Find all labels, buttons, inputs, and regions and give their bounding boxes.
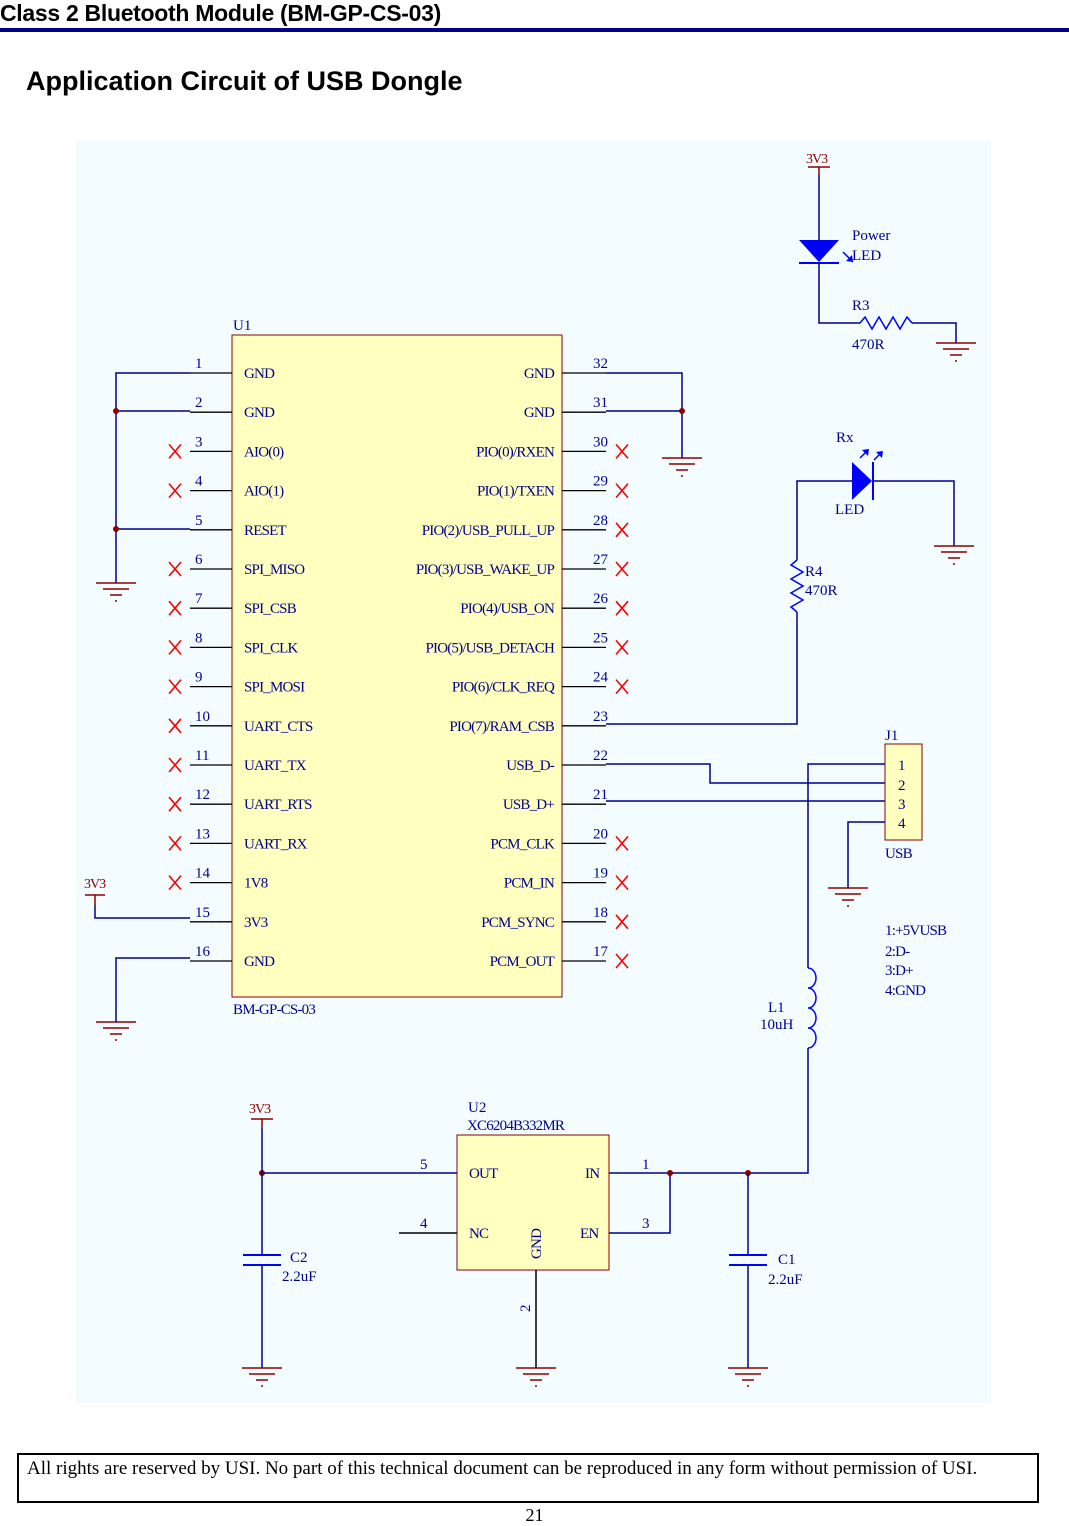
c2-value: 2.2uF	[282, 1269, 317, 1285]
u2-pin-number: 1	[642, 1157, 650, 1173]
u1-ref: U1	[233, 318, 252, 334]
u1-pin-number: 29	[593, 473, 608, 490]
section-title: Application Circuit of USB Dongle	[26, 66, 463, 96]
u1-pin-number: 15	[195, 904, 210, 921]
u1-module	[169, 318, 628, 1018]
u1-pin-number: 23	[593, 708, 608, 725]
u1-pin-number: 12	[195, 787, 210, 804]
u1-pin-number: 31	[593, 395, 608, 412]
junction-dot	[679, 408, 685, 414]
r3-ref: R3	[852, 298, 870, 314]
u1-pin-number: 20	[593, 826, 608, 843]
u2-pin-name: EN	[580, 1226, 599, 1242]
u2-pin-number: 4	[420, 1216, 428, 1232]
j1-pin-number: 3	[898, 797, 906, 813]
r3-value: 470R	[852, 337, 885, 353]
u1-pin-number: 1	[195, 356, 203, 372]
power-3v3-label: 3V3	[249, 1102, 271, 1117]
u1-pin-number: 18	[593, 904, 608, 921]
page-number: 21	[525, 1505, 544, 1525]
power-3v3-label: 3V3	[84, 877, 106, 892]
u1-pin-name: SPI_MISO	[244, 562, 305, 578]
u1-pin-number: 19	[593, 865, 608, 882]
junction-dot	[113, 408, 119, 414]
u1-pin-name: UART_CTS	[244, 718, 313, 735]
u1-pin-name: GND	[244, 405, 275, 422]
copyright-notice: All rights are reserved by USI. No part of this technical document can be reproduced in any form without permission of USI.	[17, 1453, 1039, 1503]
u2-part: XC6204B332MR	[467, 1118, 565, 1134]
u1-pin-name: RESET	[244, 522, 286, 539]
u1-pin-name: AIO(0)	[244, 444, 284, 461]
u1-pin-number: 13	[195, 826, 210, 843]
u2-pin-name: GND	[529, 1228, 545, 1259]
power-led-label: Power	[852, 228, 891, 244]
u1-pin-number: 17	[593, 944, 608, 960]
j1-pin-number: 2	[898, 778, 906, 794]
c1-ref: C1	[778, 1252, 796, 1268]
u2-pin-name: IN	[585, 1166, 600, 1182]
u1-pin-number: 5	[195, 512, 203, 529]
u1-pin-number: 7	[195, 591, 203, 608]
u1-pin-name: USB_D-	[506, 758, 554, 774]
u2-pin-name: NC	[469, 1226, 489, 1242]
u1-pin-number: 21	[593, 787, 608, 804]
power-3v3-label: 3V3	[806, 152, 828, 167]
c2-ref: C2	[290, 1250, 308, 1266]
u1-pin-number: 10	[195, 708, 210, 725]
j1-ref: J1	[885, 728, 899, 744]
u1-pin-name: PIO(5)/USB_DETACH	[425, 640, 554, 657]
rx-led-ref: Rx	[836, 430, 854, 446]
u1-pin-name: 1V8	[244, 875, 268, 892]
u1-pin-name: PIO(4)/USB_ON	[460, 601, 554, 618]
u1-pin-number: 6	[195, 552, 203, 568]
u1-pin-name: PIO(0)/RXEN	[476, 444, 554, 461]
u1-pin-name: SPI_CLK	[244, 640, 298, 657]
u1-pin-name: GND	[523, 366, 554, 382]
j1-pin-number: 4	[898, 816, 906, 832]
document-title: Class 2 Bluetooth Module (BM-GP-CS-03)	[0, 0, 441, 26]
u1-pin-number: 16	[195, 944, 210, 960]
u1-pin-name: PCM_SYNC	[481, 914, 554, 931]
u1-pin-number: 8	[195, 630, 203, 647]
u1-pin-name: GND	[244, 366, 275, 382]
u1-pin-name: USB_D+	[502, 797, 554, 814]
u1-pin-number: 32	[593, 356, 608, 372]
u1-pin-name: UART_TX	[244, 758, 306, 774]
u1-part: BM-GP-CS-03	[233, 1002, 316, 1018]
u1-pin-name: PIO(7)/RAM_CSB	[449, 718, 554, 735]
u1-pin-name: UART_RX	[244, 836, 307, 853]
junction-dot	[113, 526, 119, 532]
l1-value: 10uH	[760, 1017, 794, 1033]
u1-pin-number: 11	[195, 748, 210, 764]
u1-pin-number: 30	[593, 434, 608, 451]
usb-pin-note: 3:D+	[885, 963, 913, 979]
u1-pin-number: 4	[195, 473, 203, 490]
u1-pin-number: 24	[593, 669, 608, 686]
u1-pin-name: PCM_IN	[503, 875, 554, 892]
usb-pin-note: 1:+5VUSB	[885, 923, 947, 939]
j1-pin-number: 1	[898, 758, 906, 774]
u2-pin-number: 5	[420, 1157, 428, 1173]
c1-value: 2.2uF	[768, 1272, 803, 1288]
u1-pin-name: AIO(1)	[244, 483, 284, 500]
r4-ref: R4	[805, 564, 823, 580]
junction-dot	[667, 1170, 673, 1176]
power-led-label: LED	[852, 248, 882, 264]
u1-pin-number: 14	[195, 865, 210, 882]
u1-pin-number: 3	[195, 434, 203, 451]
u1-pin-name: SPI_MOSI	[244, 679, 305, 696]
u1-pin-number: 9	[195, 669, 203, 686]
u1-pin-name: PIO(2)/USB_PULL_UP	[421, 522, 554, 539]
u1-pin-name: PIO(1)/TXEN	[476, 483, 554, 500]
l1-ref: L1	[768, 1000, 785, 1016]
u1-pin-name: PIO(3)/USB_WAKE_UP	[415, 562, 554, 578]
u2-pin-name: OUT	[469, 1166, 498, 1182]
u1-pin-name: GND	[244, 954, 275, 970]
u1-pin-name: GND	[523, 405, 554, 422]
r4-value: 470R	[805, 583, 838, 599]
usb-pin-note: 2:D-	[885, 944, 910, 960]
u1-pin-name: 3V3	[244, 914, 268, 931]
u1-pin-name: PIO(6)/CLK_REQ	[451, 679, 554, 696]
u1-pin-number: 2	[195, 395, 203, 412]
u1-pin-number: 27	[593, 552, 608, 568]
u2-pin-number: 2	[518, 1304, 534, 1312]
u1-pin-number: 22	[593, 748, 608, 764]
u1-pin-name: SPI_CSB	[244, 601, 296, 618]
rx-led-label: LED	[835, 502, 865, 518]
u2-ref: U2	[468, 1100, 487, 1116]
u1-pin-number: 26	[593, 591, 608, 608]
u1-pin-name: PCM_CLK	[490, 836, 554, 853]
u1-body	[232, 335, 562, 997]
u1-pin-name: PCM_OUT	[489, 954, 554, 970]
j1-name: USB	[885, 846, 912, 862]
u2-pin-number: 3	[642, 1216, 650, 1232]
u1-pin-number: 28	[593, 512, 608, 529]
u1-pin-name: UART_RTS	[244, 797, 312, 814]
usb-pin-note: 4:GND	[885, 983, 926, 999]
u1-pin-number: 25	[593, 630, 608, 647]
